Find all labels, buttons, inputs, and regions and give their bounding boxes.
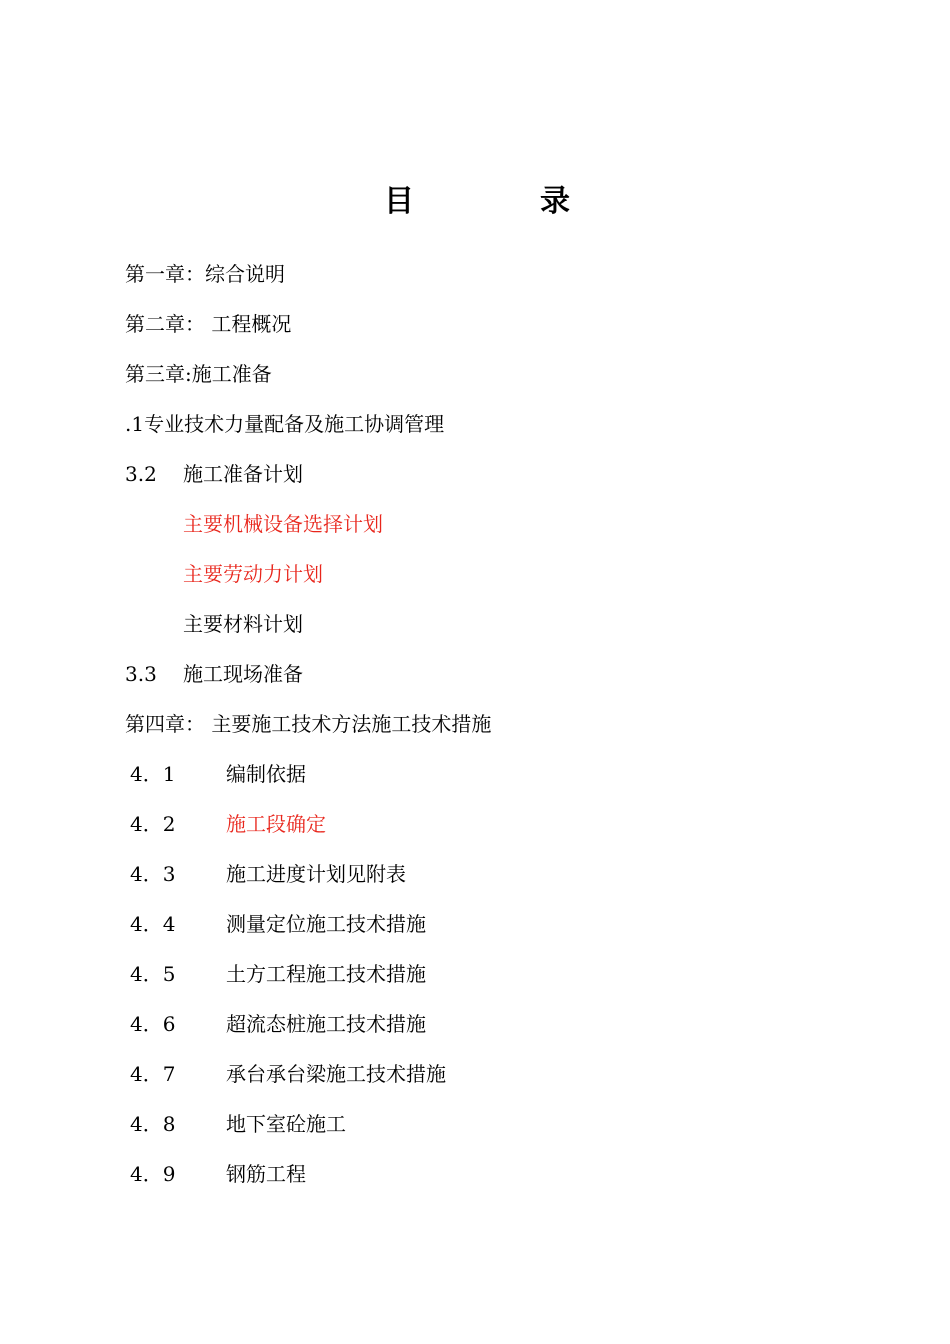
toc-entry-text: 主要材料计划	[183, 612, 303, 636]
toc-entry-number: 4．7	[130, 1062, 176, 1086]
toc-entry-text: 承台承台梁施工技术措施	[226, 1062, 446, 1086]
toc-entry-number: 4．8	[130, 1112, 176, 1136]
toc-title-char-2: 录	[540, 184, 570, 219]
toc-entry-number: 4．9	[130, 1162, 176, 1186]
toc-entry-text: 施工段确定	[226, 812, 326, 836]
toc-entry-text: 测量定位施工技术措施	[226, 912, 426, 936]
toc-entry-number: 3.3	[125, 662, 157, 686]
toc-entry-number: 4．3	[130, 862, 176, 886]
toc-entry-text: 第四章： 主要施工技术方法施工技术措施	[125, 712, 492, 736]
toc-entry-number: 3.2	[125, 462, 157, 486]
toc-entry-text: 超流态桩施工技术措施	[226, 1012, 426, 1036]
toc-entry-text: 施工现场准备	[183, 662, 303, 686]
toc-entry-number: 4．2	[130, 812, 176, 836]
toc-entry-text: 编制依据	[226, 762, 306, 786]
toc-entry-text: 第一章：综合说明	[125, 262, 285, 286]
toc-entry-number: 4．5	[130, 962, 176, 986]
toc-title-char-1: 目	[384, 184, 414, 219]
toc-entry-text: 主要机械设备选择计划	[183, 512, 383, 536]
toc-entry-text: 主要劳动力计划	[183, 562, 323, 586]
toc-entry-text: 地下室砼施工	[226, 1112, 346, 1136]
toc-entry-text: 施工进度计划见附表	[226, 862, 406, 886]
toc-title	[0, 180, 950, 224]
toc-entry-text: 第二章： 工程概况	[125, 312, 292, 336]
toc-entry-text: .1专业技术力量配备及施工协调管理	[125, 412, 445, 436]
toc-entry-text: 第三章:施工准备	[125, 362, 272, 386]
toc-entry-text: 土方工程施工技术措施	[226, 962, 426, 986]
toc-entry-number: 4．1	[130, 762, 176, 786]
toc-entry-text: 钢筋工程	[226, 1162, 306, 1186]
toc-entry-number: 4．6	[130, 1012, 176, 1036]
toc-entry-text: 施工准备计划	[183, 462, 303, 486]
toc-entry-number: 4．4	[130, 912, 176, 936]
